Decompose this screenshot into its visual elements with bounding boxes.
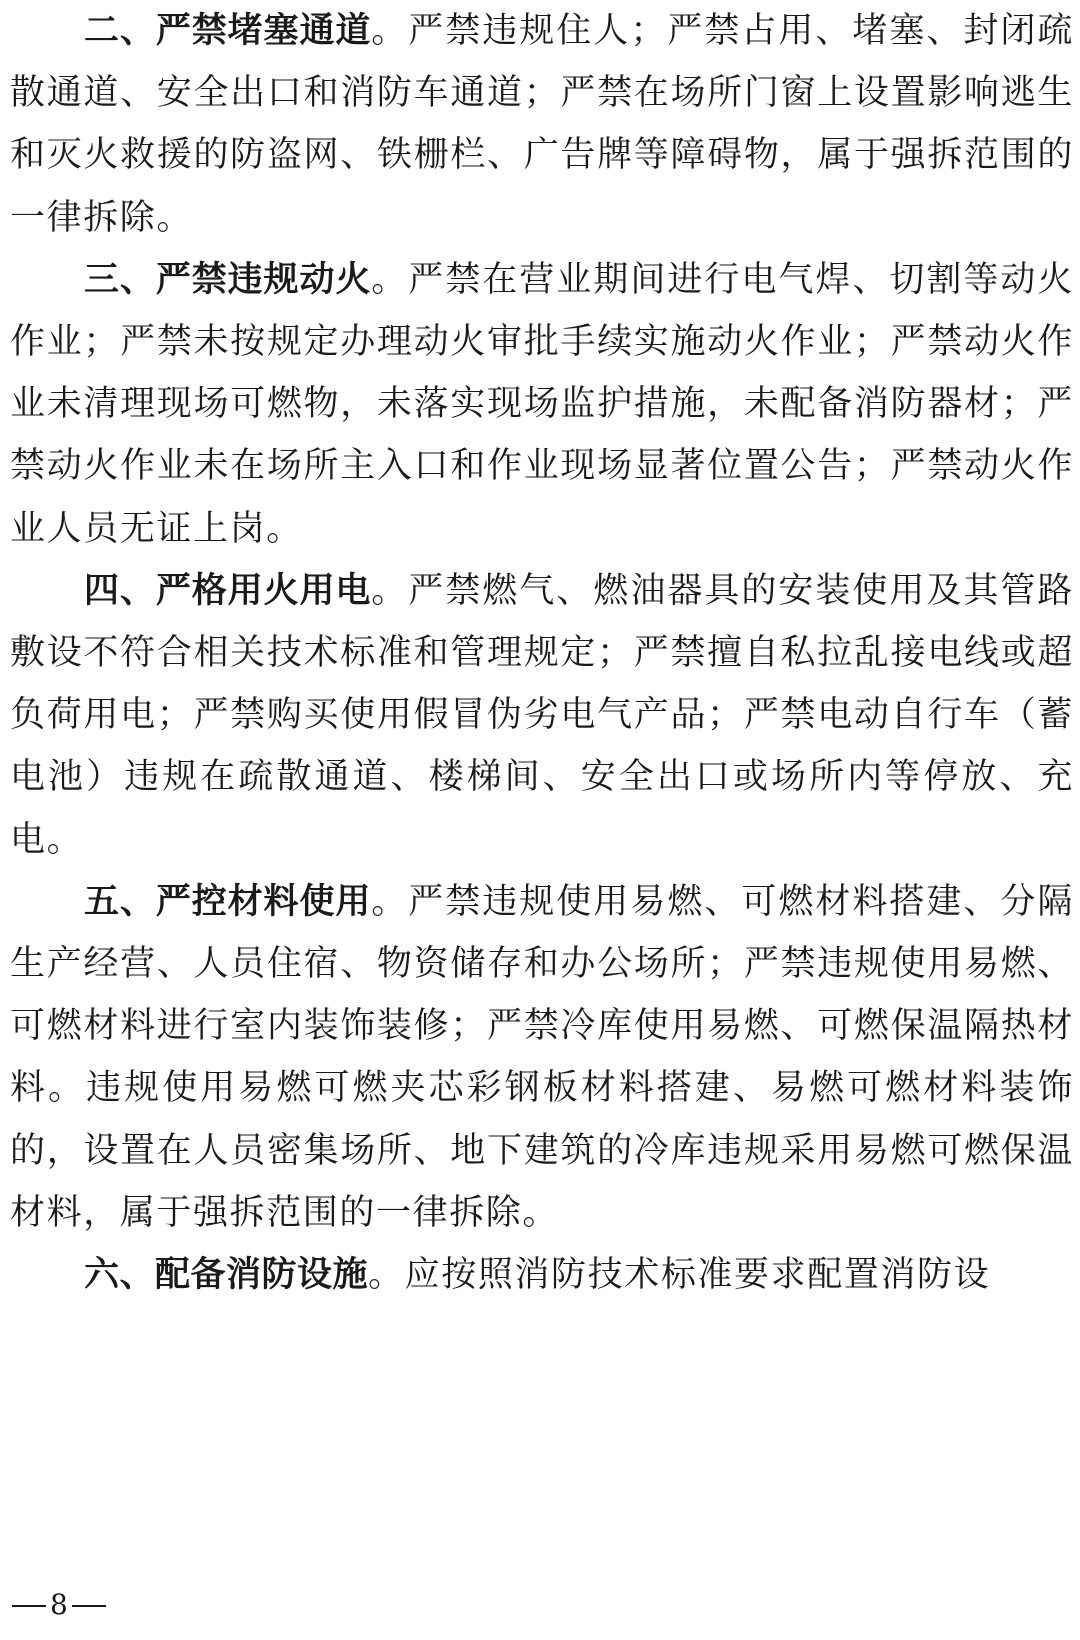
- section-heading-3: 三、严禁违规动火: [84, 259, 372, 300]
- section-heading-4: 四、严格用火用电: [84, 570, 372, 611]
- section-paragraph-6: [10, 1244, 1074, 1306]
- section-heading-6: 六、配备消防设施: [84, 1255, 369, 1296]
- section-text-3: 。严禁在营业期间进行电气焊、切割等动火作业；严禁未按规定办理动火审批手续实施动火作业；严禁动火作业未清理现场可燃物，未落实现场监护措施，未配备消防器材；严禁动火作业未在场所主入口和作业现场显著位置公告；严禁动火作业人员无证上岗。: [10, 259, 1074, 549]
- section-heading-5: 五、严控材料使用: [84, 881, 372, 922]
- document-body: [10, 0, 1074, 1306]
- right-dash: [72, 1605, 106, 1607]
- section-paragraph-5: [10, 871, 1074, 1244]
- section-text-5: 。严禁违规使用易燃、可燃材料搭建、分隔生产经营、人员住宿、物资储存和办公场所；严禁违规使用易燃、可燃材料进行室内装饰装修；严禁冷库使用易燃、可燃保温隔热材料。违规使用易燃可燃夹芯彩钢板材料搭建、易燃可燃材料装饰的，设置在人员密集场所、地下建筑的冷库违规采用易燃可燃保温材料，属于强拆范围的一律拆除。: [10, 881, 1074, 1233]
- section-text-2: 。严禁违规住人；严禁占用、堵塞、封闭疏散通道、安全出口和消防车通道；严禁在场所门窗上设置影响逃生和灭火救援的防盗网、铁栅栏、广告牌等障碍物，属于强拆范围的一律拆除。: [10, 11, 1074, 238]
- section-text-6: 。应按照消防技术标准要求配置消防设: [368, 1255, 991, 1296]
- page-number: 8: [50, 1588, 68, 1621]
- left-dash: [12, 1605, 46, 1607]
- page-footer: [12, 1588, 106, 1622]
- section-heading-2: 二、严禁堵塞通道: [84, 11, 372, 51]
- section-text-4: 。严禁燃气、燃油器具的安装使用及其管路敷设不符合相关技术标准和管理规定；严禁擅自私拉乱接电线或超负荷用电；严禁购买使用假冒伪劣电气产品；严禁电动自行车（蓄电池）违规在疏散通道、楼梯间、安全出口或场所内等停放、充电。: [10, 570, 1074, 860]
- section-paragraph-2: [10, 0, 1074, 249]
- section-paragraph-4: [10, 560, 1074, 871]
- section-paragraph-3: [10, 249, 1074, 560]
